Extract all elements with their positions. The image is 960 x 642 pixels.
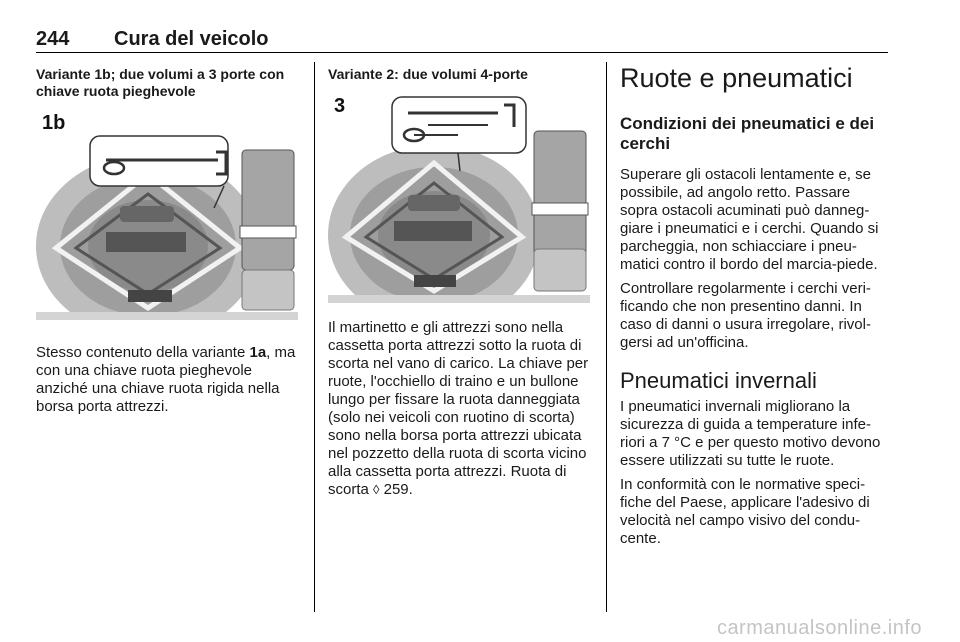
section-title: Pneumatici invernali — [620, 368, 817, 393]
column-wheels-tyres — [620, 62, 888, 548]
paragraph: In conformità con le normative speci-fiche del Paese, applicare l'adesivo di velocità nel campo visivo del condu-cente. — [620, 476, 870, 547]
column-divider — [606, 62, 607, 612]
spare-wheel-tools-illustration — [328, 91, 590, 303]
section-title: Ruote e pneumatici — [620, 63, 853, 93]
figure-1b — [36, 108, 298, 320]
paragraph: I pneumatici invernali migliorano la sicurezza di guida a temperature infe-riori a 7 °C e per questo motivo devono essere utilizzati su tutte le ruote. — [620, 398, 881, 469]
page-number: 244 — [36, 28, 70, 50]
chapter-title: Cura del veicolo — [114, 28, 269, 50]
variant-1b-description: Stesso contenuto della variante 1a, ma con una chiave ruota pieghevole anziché una chiave ruota rigida nella borsa porta attrezzi. — [36, 344, 296, 415]
column-variant-1b — [36, 62, 300, 416]
page-header — [36, 16, 888, 53]
variant-2-heading: Variante 2: due volumi 4-porte — [328, 66, 528, 82]
subsection-title: Condizioni dei pneumatici e dei cerchi — [620, 114, 875, 153]
watermark: carmanualsonline.info — [716, 617, 922, 639]
figure-3 — [328, 91, 590, 303]
column-variant-2 — [328, 62, 592, 499]
variant-2-description: Il martinetto e gli attrezzi sono nella cassetta porta attrezzi sotto la ruota di scorta nel vano di carico. La chiave per ruote, l'occhiello di traino e un bullone lungo per fissare la ruota danneggiata (solo nei veicoli con ruotino di scorta) sono nella borsa porta attrezzi ubicata nel pozzetto della ruota di scorta vicino alla cassetta porta attrezzi. Ruota di scorta ◊ 259. — [328, 319, 589, 498]
paragraph: Superare gli ostacoli lentamente e, se possibile, ad angolo retto. Passare sopra ostacoli acuminati può danneg-giare i pneumatici e i cerchi. Quando si parcheggia, non schiacciare i pneu-matici contro il bordo del marcia-piede. — [620, 166, 879, 273]
figure-label: 1b — [42, 112, 66, 134]
column-divider — [314, 62, 315, 612]
variant-1b-heading: Variante 1b; due volumi a 3 porte con chiave ruota pieghevole — [36, 66, 285, 99]
page-reference-icon: ◊ — [373, 482, 380, 497]
spare-wheel-tools-illustration — [36, 108, 298, 320]
paragraph: Controllare regolarmente i cerchi veri-ficando che non presentino danni. In caso di danni o usura irregolare, rivol-gersi ad un'officina. — [620, 280, 871, 351]
figure-label: 3 — [334, 95, 346, 117]
